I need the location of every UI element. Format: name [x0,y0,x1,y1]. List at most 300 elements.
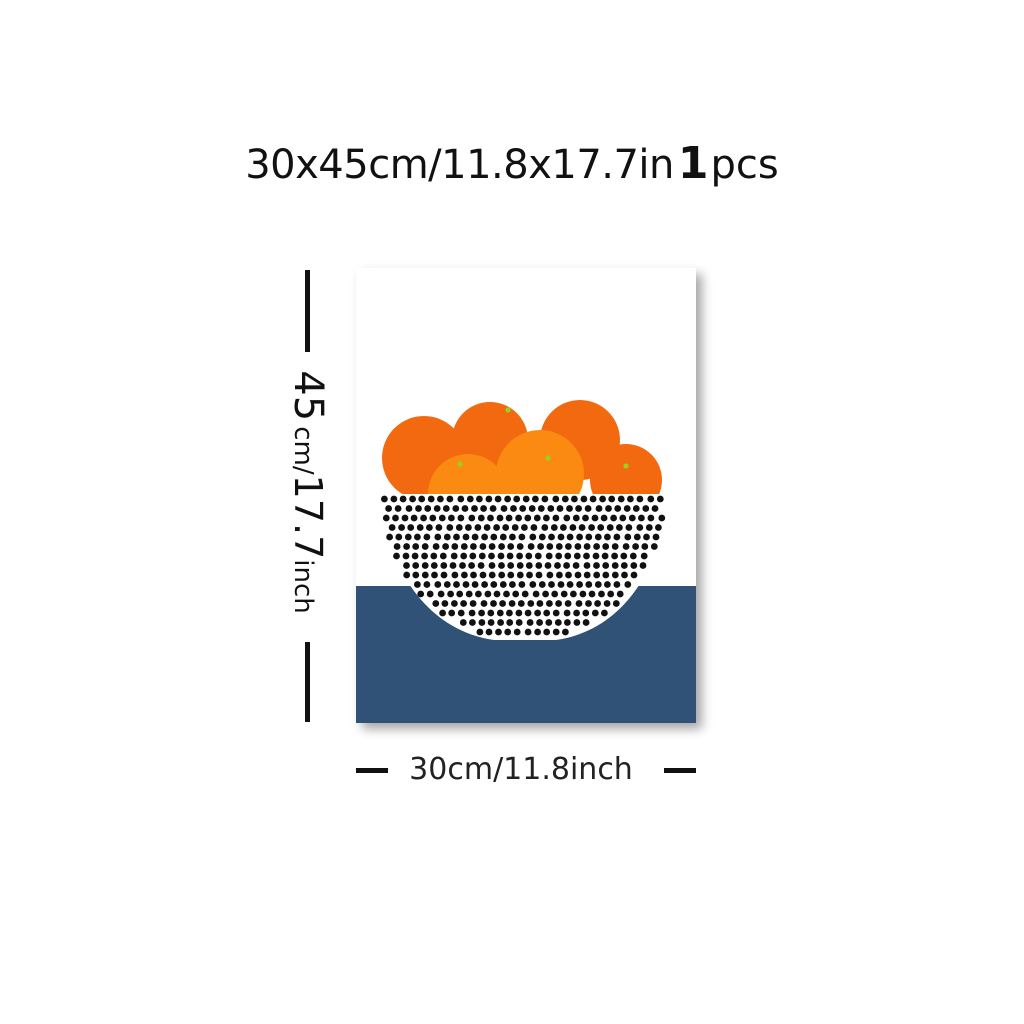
bowl-dot [440,553,447,560]
height-inch-number: 17.7 [286,474,330,560]
bowl-dot [422,543,429,550]
bowl-dot [446,524,453,531]
bowl-dot [542,496,549,503]
bowl-dot [498,572,505,579]
bowl-dot [517,562,524,569]
bowl-dot [478,610,485,617]
bowl-dot [424,581,431,588]
bowl-dot [479,553,486,560]
bowl-dot [617,591,624,598]
bowl-dot [596,505,603,512]
bowl-dot [582,515,589,522]
bowl-dot [478,515,485,522]
bowl-dot [652,505,659,512]
bowl-dot [545,619,552,626]
bowl-dot [389,524,396,531]
bowl-dot [462,505,469,512]
bowl-dot [412,562,419,569]
bowl-dot [573,515,580,522]
bowl-dot [646,524,653,531]
bowl-dot [475,524,482,531]
bowl-dot [558,581,565,588]
bowl-dot [497,515,504,522]
bowl-dot [426,524,433,531]
bowl-dot [562,496,569,503]
size-text: 30x45cm/11.8x17.7in [245,142,674,188]
bowl-dot [442,600,449,607]
bowl-dot [481,600,488,607]
bowl-dot [507,553,514,560]
bowl-dot [490,505,497,512]
bowl-dot [458,515,465,522]
bowl-dot [598,591,605,598]
bowl-dot [551,524,558,531]
bowl-dot [557,505,564,512]
bowl-dot [529,581,536,588]
bowl-dot [576,581,583,588]
quantity-unit: pcs [710,142,779,188]
bowl-dot [573,610,580,617]
bowl-dot [461,543,468,550]
bowl-dot [604,534,611,541]
bowl-dot [642,505,649,512]
bowl-dot [502,524,509,531]
bowl-dot [556,572,563,579]
bowl-dot [498,553,505,560]
bowl-dot [584,543,591,550]
bowl-dot [460,619,467,626]
bowl-dot [602,572,609,579]
bowl-dot [507,543,514,550]
bowl-dot [470,572,477,579]
bowl-dot [499,600,506,607]
bowl-dot [547,572,554,579]
bowl-dot [487,610,494,617]
bowl-dot [420,515,427,522]
bowl-dot [575,543,582,550]
bowl-dot [627,496,634,503]
bowl-dot [605,505,612,512]
bowl-dot [424,505,431,512]
bowl-dot [381,496,388,503]
bowl-dot [488,619,495,626]
bowl-dot [494,591,501,598]
bowl-dot [440,562,447,569]
bowl-dot [604,581,611,588]
bowl-dot [612,562,619,569]
bowl-dot [612,543,619,550]
bowl-dot [506,515,513,522]
bowl-dot [400,496,407,503]
bowl-dot [395,534,402,541]
bowl-dot [424,534,431,541]
bowl-dot [563,515,570,522]
bowl-dot [602,543,609,550]
bowl-dot [412,543,419,550]
bowl-dot [429,515,436,522]
bowl-dot [537,600,544,607]
bowl-dot [489,572,496,579]
bowl-dot [562,629,569,636]
bowl-dot [439,515,446,522]
bowl-dot [542,591,549,598]
bowl-dot [594,600,601,607]
bowl-dot [447,496,454,503]
bowl-dot [593,543,600,550]
bowl-dot [422,572,429,579]
bowl-dot [460,553,467,560]
bowl-dot [583,553,590,560]
bowl-dot [585,505,592,512]
bowl-dot [564,610,571,617]
bowl-dot [573,562,580,569]
height-inch-unit: inch [288,559,318,614]
bowl-dot [558,534,565,541]
bowl-dot [564,619,571,626]
bowl-dot [434,581,441,588]
bowl-dot [414,534,421,541]
bowl-dot [653,534,660,541]
bowl-dot [432,600,439,607]
bowl-dot [633,505,640,512]
bowl-dot [545,562,552,569]
bowl-dot [469,553,476,560]
bowl-dot [611,553,618,560]
bowl-dot [403,562,410,569]
bowl-dot [608,496,615,503]
bowl-dot [613,600,620,607]
bowl-dot [621,562,628,569]
bowl-dot [514,629,521,636]
bowl-dot [631,572,638,579]
bowl-dot [403,572,410,579]
bowl-dot [507,572,514,579]
bowl-dot [647,496,654,503]
bowl-dot [512,524,519,531]
bowl-dot [451,543,458,550]
bowl-dot [475,591,482,598]
bowl-dot [456,524,463,531]
bowl-dot [614,581,621,588]
quantity-number: 1 [677,138,709,189]
bowl-dot [537,543,544,550]
bowl-dot [636,524,643,531]
bowl-dot [516,553,523,560]
bowl-dot [461,572,468,579]
bowl-dot [434,534,441,541]
bowl-dot [657,496,664,503]
bowl-dot [551,591,558,598]
bowl-dot [490,581,497,588]
bowl-dot [509,534,516,541]
bowl-dot [447,591,454,598]
bowl-dot [601,610,608,617]
bowl-dot [575,505,582,512]
bowl-dot [476,496,483,503]
bowl-dot [468,562,475,569]
bowl-dot [620,553,627,560]
bowl-dot [518,600,525,607]
bowl-dot [417,524,424,531]
bowl-dot [463,534,470,541]
bowl-dot [555,553,562,560]
bowl-dot [575,572,582,579]
bowl-dot [593,572,600,579]
bowl-dot [534,610,541,617]
bowl-dot [414,581,421,588]
bowl-dot [448,515,455,522]
bowl-dot [602,562,609,569]
bowl-dot [624,581,631,588]
bowl-dot [519,534,526,541]
bowl-dot [560,524,567,531]
bowl-dot [543,629,550,636]
bowl-dot [574,553,581,560]
bowl-dot [526,572,533,579]
bowl-dot [406,505,413,512]
bowl-dot [526,562,533,569]
bowl-dot [398,524,405,531]
bowl-dot [528,543,535,550]
bowl-dot [403,553,410,560]
bowl-dot [524,515,531,522]
bowl-dot [626,524,633,531]
bowl-dot [535,562,542,569]
bowl-dot [534,629,541,636]
bowl-dot [563,562,570,569]
bowl-dot [463,581,470,588]
bowl-dot [477,629,484,636]
bowl-dot [535,553,542,560]
bowl-dot [430,553,437,560]
bowl-dot [571,496,578,503]
bowl-dot [480,505,487,512]
bowl-dot [383,515,390,522]
bowl-dot [411,515,418,522]
bowl-dot [630,562,637,569]
bowl-dot [431,562,438,569]
bowl-dot [412,553,419,560]
bowl-dot [532,496,539,503]
bowl-dot [614,534,621,541]
bowl-dot [503,591,510,598]
bowl-dot [597,524,604,531]
bowl-dot [497,610,504,617]
bowl-dot [527,619,534,626]
bowl-dot [536,619,543,626]
bowl-dot [495,496,502,503]
bowl-dot [516,619,523,626]
bowl-dot [472,534,479,541]
bowl-dot [415,505,422,512]
bowl-dot [427,591,434,598]
bowl-dot [460,600,467,607]
bowl-dot [585,600,592,607]
bowl-dot [452,572,459,579]
bowl-dot [448,610,455,617]
bowl-dot [553,629,560,636]
bowl-dot [585,581,592,588]
bowl-dot [453,581,460,588]
bowl-dot [385,505,392,512]
bowl-dot [438,591,445,598]
bowl-dot [392,515,399,522]
bowl-dot [655,524,662,531]
bowl-dot [546,543,553,550]
bowl-dot [641,543,648,550]
bowl-dot [510,505,517,512]
bowl-dot [632,543,639,550]
bowl-dot [638,515,645,522]
bowl-dot [481,534,488,541]
bowl-dot [495,629,502,636]
bowl-dot [517,572,524,579]
bowl-dot [478,562,485,569]
bowl-dot [601,515,608,522]
bowl-dot [466,591,473,598]
bowl-dot [539,534,546,541]
bowl-dot [457,496,464,503]
bowl-dot [576,600,583,607]
bowl-dot [412,572,419,579]
bowl-dot [417,591,424,598]
height-dimension-label [285,370,331,613]
bowl-dot [602,553,609,560]
bowl-dot [590,496,597,503]
bowl-dot [500,534,507,541]
bowl-dot [583,619,590,626]
bowl-dot [485,591,492,598]
bowl-dot [629,515,636,522]
bowl-dot [418,496,425,503]
bowl-dot [517,543,524,550]
bowl-dot [490,600,497,607]
bowl-dot [486,629,493,636]
bowl-dot [467,496,474,503]
bowl-dot [585,534,592,541]
bowl-dot [481,581,488,588]
bowl-dot [433,543,440,550]
bowl-dot [486,496,493,503]
height-dimension-line-bottom [305,642,310,722]
bowl-dot [648,515,655,522]
bowl-dot [515,515,522,522]
bowl-dot [443,505,450,512]
bowl-dot [458,610,465,617]
canvas-print [356,268,696,723]
bowl-dot [637,496,644,503]
bowl-dot [592,610,599,617]
bowl-dot [504,629,511,636]
height-cm-unit: cm/ [288,426,318,475]
bowl-dot [553,515,560,522]
width-dimension-line-right [664,768,696,773]
bowl-dot [409,496,416,503]
bowl-dot [394,543,401,550]
bowl-dot [567,581,574,588]
bowl-dot [581,496,588,503]
bowl-dot [479,619,486,626]
bowl-dot [589,591,596,598]
bowl-dot [527,600,534,607]
bowl-dot [451,553,458,560]
bowl-dot [436,524,443,531]
orange-stem [545,455,550,460]
bowl-dot [623,543,630,550]
bowl-dot [552,496,559,503]
bowl-dot [490,534,497,541]
bowl-dot [630,553,637,560]
bowl-dot [393,553,400,560]
bowl-dot [610,515,617,522]
width-dimension-label: 30cm/11.8inch [409,752,633,787]
orange-stem [457,461,462,466]
bowl-dot [506,619,513,626]
bowl-dot [546,600,553,607]
bowl-dot [556,543,563,550]
bowl-dot [592,515,599,522]
bowl-dot [634,534,641,541]
height-number: 45 [285,370,331,422]
bowl-dot [516,610,523,617]
bowl-dot [456,591,463,598]
bowl-dot [522,591,529,598]
bowl-dot [580,591,587,598]
bowl-dot [407,524,414,531]
bowl-dot [465,524,472,531]
bowl-dot [441,572,448,579]
bowl-dot [403,543,410,550]
bowl-dot [538,505,545,512]
bowl-dot [395,505,402,512]
bowl-dot [564,553,571,560]
bowl-dot [567,534,574,541]
bowl-dot [428,496,435,503]
bowl-dot [614,505,621,512]
bowl-dot [484,524,491,531]
bowl-dot [548,534,555,541]
bowl-dot [539,581,546,588]
bowl-dot [405,534,412,541]
bowl-dot [442,543,449,550]
bowl-dot [523,496,530,503]
bowl-dot [595,581,602,588]
bowl-dot [536,572,543,579]
bowl-dot [624,505,631,512]
bowl-dot [498,562,505,569]
bowl-dot [450,562,457,569]
product-size-title [0,138,1024,189]
bowl-dot [512,591,519,598]
bowl-dot [561,591,568,598]
bowl-dot [500,581,507,588]
bowl-dot [470,543,477,550]
bowl-dot [498,543,505,550]
bowl-dot [570,591,577,598]
bowl-dot [553,610,560,617]
bowl-dot [531,524,538,531]
bowl-dot [391,496,398,503]
bowl-dot [570,524,577,531]
bowl-dot [640,562,647,569]
bowl-dot [472,581,479,588]
bowl-dot [641,553,648,560]
bowl-dot [619,515,626,522]
bowl-dot [501,505,508,512]
height-dimension-line-top [305,270,310,352]
bowl-dot [546,553,553,560]
bowl-dot [607,591,614,598]
